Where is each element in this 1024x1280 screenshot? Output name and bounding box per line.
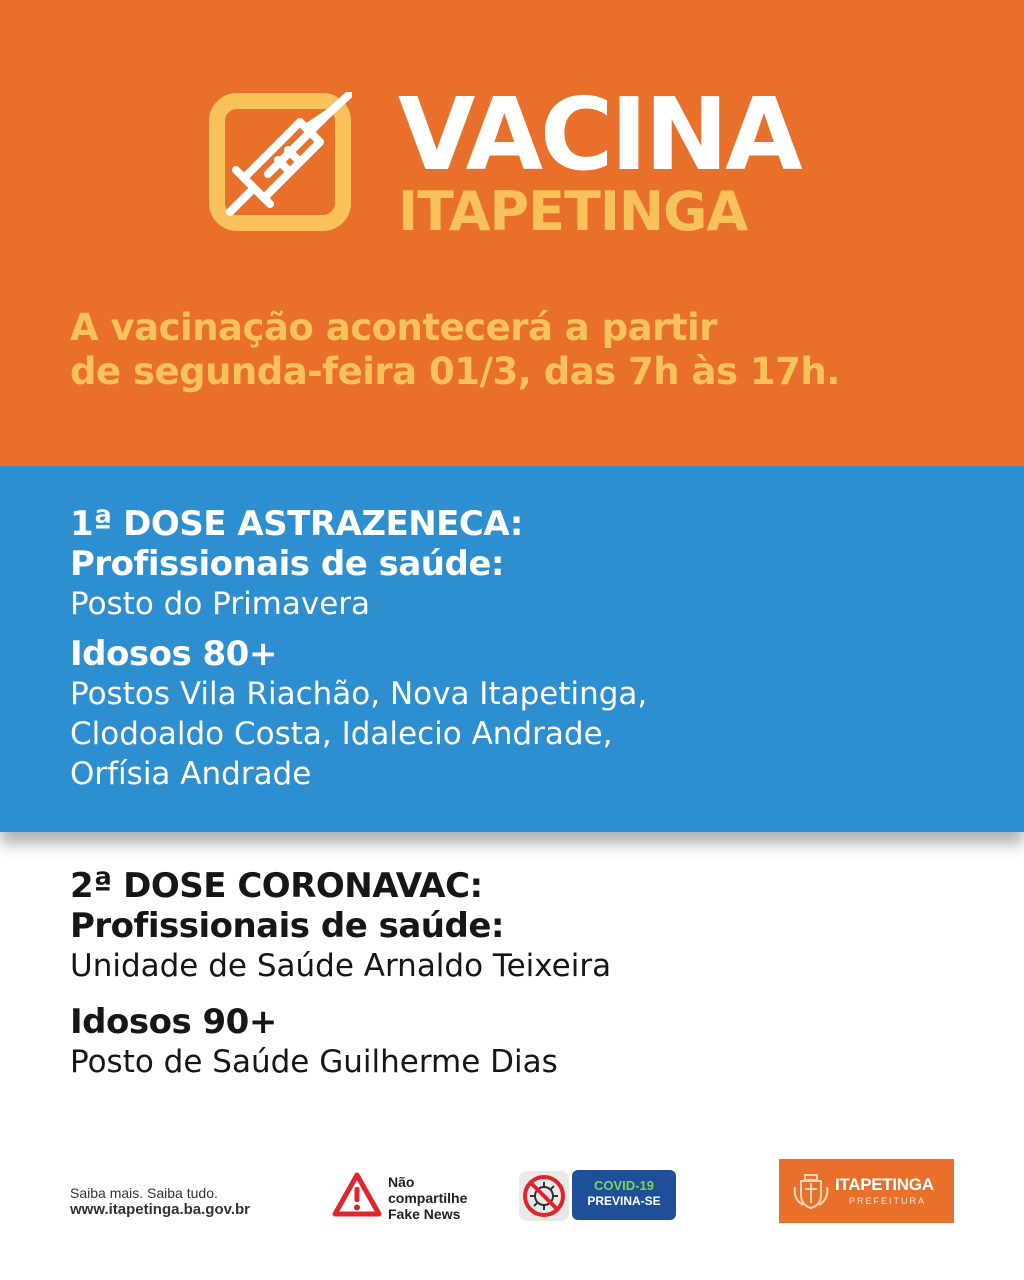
intro-text — [70, 306, 1000, 394]
warning-triangle-icon — [332, 1172, 382, 1218]
group-location: Orfísia Andrade — [70, 756, 312, 792]
group-location: Postos Vila Riachão, Nova Itapetinga, — [70, 676, 648, 712]
covid-badge-subtitle: PREVINA-SE — [587, 1194, 661, 1208]
group-title: Profissionais de saúde: — [70, 544, 504, 584]
no-virus-icon — [518, 1170, 570, 1222]
prefeitura-name: ITAPETINGA — [835, 1175, 934, 1194]
intro-line: de segunda-feira 01/3, das 7h às 17h. — [70, 350, 840, 393]
astrazeneca-section — [0, 466, 1024, 832]
covid-badge — [572, 1170, 676, 1220]
coronavac-heading: 2ª DOSE CORONAVAC: — [70, 866, 483, 906]
title: VACINA — [398, 76, 800, 193]
astrazeneca-heading: 1ª DOSE ASTRAZENECA: — [70, 504, 523, 544]
syringe-icon — [208, 92, 352, 232]
group-title: Idosos 90+ — [70, 1002, 277, 1042]
group-title: Idosos 80+ — [70, 634, 277, 674]
group-location: Posto de Saúde Guilherme Dias — [70, 1044, 558, 1080]
fake-news-line: Fake News — [388, 1206, 461, 1222]
group-title: Profissionais de saúde: — [70, 906, 504, 946]
municipal-crest-icon — [791, 1171, 831, 1211]
prefeitura-logo — [779, 1159, 954, 1223]
group-locations — [70, 674, 647, 794]
group-location: Posto do Primavera — [70, 586, 371, 622]
group-location: Unidade de Saúde Arnaldo Teixeira — [70, 948, 612, 984]
prefeitura-subtitle: PREFEITURA — [849, 1196, 927, 1206]
covid-badge-title: COVID-19 — [594, 1178, 654, 1193]
intro-line: A vacinação acontecerá a partir — [70, 306, 717, 349]
fake-news-line: compartilhe — [388, 1190, 468, 1206]
header-banner — [0, 0, 1024, 470]
subtitle: ITAPETINGA — [398, 180, 748, 243]
tagline: Saiba mais. Saiba tudo. — [70, 1185, 218, 1201]
fake-news-warning — [388, 1174, 467, 1222]
group-location: Clodoaldo Costa, Idalecio Andrade, — [70, 716, 613, 752]
fake-news-line: Não — [388, 1174, 415, 1190]
website-link[interactable]: www.itapetinga.ba.gov.br — [70, 1201, 251, 1218]
